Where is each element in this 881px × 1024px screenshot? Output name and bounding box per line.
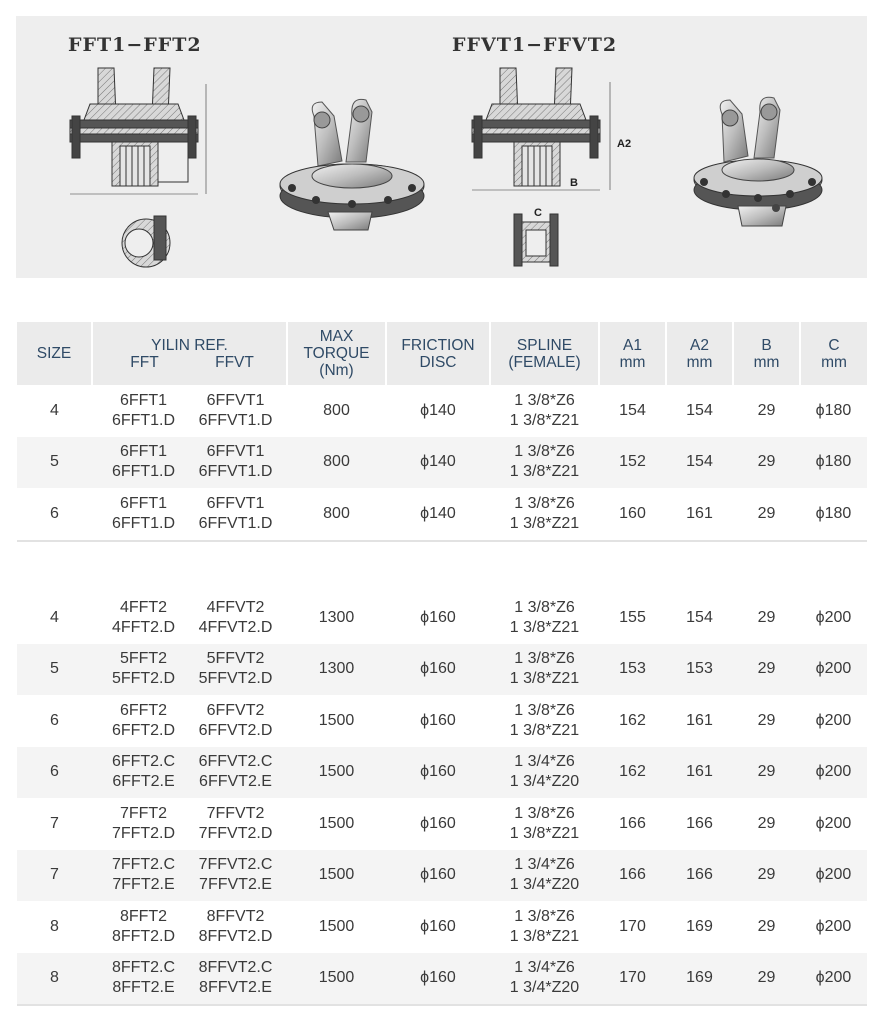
spec-table-group-2 bbox=[17, 592, 867, 1006]
cell-fft-ref: 8FFT2 8FFT2.D bbox=[111, 907, 176, 945]
dim-label-c: C bbox=[534, 207, 542, 219]
cell-size: 4 bbox=[17, 592, 92, 644]
cell-max-torque: 1500 bbox=[287, 850, 386, 902]
table-row bbox=[17, 385, 867, 437]
cell-a2: 166 bbox=[666, 850, 733, 902]
cell-size: 5 bbox=[17, 644, 92, 696]
cell-spline: 1 3/4*Z6 1 3/4*Z20 bbox=[490, 747, 599, 799]
cell-b: 29 bbox=[733, 747, 800, 799]
cell-b: 29 bbox=[733, 850, 800, 902]
ffvt-section-drawing bbox=[472, 68, 610, 266]
cell-yilin-ref bbox=[92, 592, 287, 644]
cell-yilin-ref bbox=[92, 488, 287, 541]
cell-max-torque: 800 bbox=[287, 385, 386, 437]
cell-friction-disc: ϕ160 bbox=[386, 592, 490, 644]
cell-a2: 154 bbox=[666, 592, 733, 644]
cell-b: 29 bbox=[733, 644, 800, 696]
header-a2: A2 mm bbox=[666, 322, 733, 385]
cell-a2: 169 bbox=[666, 953, 733, 1006]
table-row bbox=[17, 953, 867, 1006]
cell-yilin-ref bbox=[92, 953, 287, 1006]
cell-fft-ref: 7FFT2.C 7FFT2.E bbox=[111, 856, 176, 894]
table-body-group-1 bbox=[17, 385, 867, 541]
cell-ffvt-ref: 6FFVT2.C 6FFVT2.E bbox=[198, 753, 273, 791]
cell-max-torque: 1300 bbox=[287, 644, 386, 696]
cell-yilin-ref bbox=[92, 437, 287, 489]
cell-b: 29 bbox=[733, 488, 800, 541]
cell-spline: 1 3/8*Z6 1 3/8*Z21 bbox=[490, 385, 599, 437]
header-b: B mm bbox=[733, 322, 800, 385]
cell-fft-ref: 6FFT2 6FFT2.D bbox=[111, 701, 176, 739]
cell-b: 29 bbox=[733, 592, 800, 644]
product-figure-panel bbox=[16, 16, 867, 278]
cell-spline: 1 3/8*Z6 1 3/8*Z21 bbox=[490, 901, 599, 953]
cell-a1: 152 bbox=[599, 437, 666, 489]
cell-friction-disc: ϕ140 bbox=[386, 385, 490, 437]
cell-max-torque: 1300 bbox=[287, 592, 386, 644]
cell-a2: 161 bbox=[666, 488, 733, 541]
table-row bbox=[17, 488, 867, 541]
cell-a2: 161 bbox=[666, 695, 733, 747]
cell-size: 6 bbox=[17, 488, 92, 541]
cell-yilin-ref bbox=[92, 644, 287, 696]
table-row bbox=[17, 747, 867, 799]
table-row bbox=[17, 644, 867, 696]
cell-a1: 154 bbox=[599, 385, 666, 437]
cell-a1: 166 bbox=[599, 850, 666, 902]
technical-drawings bbox=[16, 16, 867, 278]
cell-friction-disc: ϕ160 bbox=[386, 953, 490, 1006]
cell-c: ϕ200 bbox=[800, 592, 867, 644]
header-yilin-ref: YILIN REF. FFT FFVT bbox=[92, 322, 287, 385]
cell-spline: 1 3/8*Z6 1 3/8*Z21 bbox=[490, 592, 599, 644]
cell-a2: 166 bbox=[666, 798, 733, 850]
table-row bbox=[17, 695, 867, 747]
cell-c: ϕ200 bbox=[800, 695, 867, 747]
dim-label-a2: A2 bbox=[617, 138, 632, 150]
cell-ffvt-ref: 4FFVT2 4FFVT2.D bbox=[198, 598, 273, 636]
cell-a1: 166 bbox=[599, 798, 666, 850]
cell-c: ϕ200 bbox=[800, 747, 867, 799]
cell-size: 4 bbox=[17, 385, 92, 437]
cell-b: 29 bbox=[733, 798, 800, 850]
header-a1: A1 mm bbox=[599, 322, 666, 385]
cell-fft-ref: 5FFT2 5FFT2.D bbox=[111, 650, 176, 688]
header-max-torque: MAX TORQUE (Nm) bbox=[287, 322, 386, 385]
cell-yilin-ref bbox=[92, 901, 287, 953]
cell-yilin-ref bbox=[92, 695, 287, 747]
cell-spline: 1 3/8*Z6 1 3/8*Z21 bbox=[490, 798, 599, 850]
cell-spline: 1 3/8*Z6 1 3/8*Z21 bbox=[490, 488, 599, 541]
cell-spline: 1 3/4*Z6 1 3/4*Z20 bbox=[490, 953, 599, 1006]
cell-a2: 154 bbox=[666, 437, 733, 489]
cell-ffvt-ref: 5FFVT2 5FFVT2.D bbox=[198, 650, 273, 688]
cell-max-torque: 1500 bbox=[287, 747, 386, 799]
header-c: C mm bbox=[800, 322, 867, 385]
ffvt-product-render bbox=[694, 97, 822, 226]
figure-title-ffvt: FFVT1−FFVT2 bbox=[452, 34, 618, 56]
cell-spline: 1 3/4*Z6 1 3/4*Z20 bbox=[490, 850, 599, 902]
cell-c: ϕ200 bbox=[800, 850, 867, 902]
table-row bbox=[17, 850, 867, 902]
header-friction-disc: FRICTION DISC bbox=[386, 322, 490, 385]
cell-fft-ref: 4FFT2 4FFT2.D bbox=[111, 598, 176, 636]
dim-label-b: B bbox=[570, 177, 578, 189]
cell-a1: 153 bbox=[599, 644, 666, 696]
cell-friction-disc: ϕ160 bbox=[386, 798, 490, 850]
cell-max-torque: 1500 bbox=[287, 953, 386, 1006]
cell-size: 8 bbox=[17, 901, 92, 953]
cell-b: 29 bbox=[733, 385, 800, 437]
cell-a1: 170 bbox=[599, 953, 666, 1006]
cell-ffvt-ref: 8FFVT2 8FFVT2.D bbox=[198, 907, 273, 945]
cell-b: 29 bbox=[733, 695, 800, 747]
cell-a1: 160 bbox=[599, 488, 666, 541]
table-row bbox=[17, 437, 867, 489]
cell-friction-disc: ϕ160 bbox=[386, 850, 490, 902]
cell-a2: 154 bbox=[666, 385, 733, 437]
cell-a1: 162 bbox=[599, 747, 666, 799]
fft-product-render bbox=[280, 99, 424, 230]
cell-yilin-ref bbox=[92, 850, 287, 902]
cell-ffvt-ref: 6FFVT2 6FFVT2.D bbox=[198, 701, 273, 739]
cell-max-torque: 1500 bbox=[287, 901, 386, 953]
cell-size: 7 bbox=[17, 798, 92, 850]
cell-max-torque: 1500 bbox=[287, 798, 386, 850]
cell-a1: 162 bbox=[599, 695, 666, 747]
cell-fft-ref: 6FFT2.C 6FFT2.E bbox=[111, 753, 176, 791]
cell-c: ϕ180 bbox=[800, 488, 867, 541]
spec-table-group-1 bbox=[17, 322, 867, 542]
cell-a1: 170 bbox=[599, 901, 666, 953]
cell-spline: 1 3/8*Z6 1 3/8*Z21 bbox=[490, 437, 599, 489]
cell-spline: 1 3/8*Z6 1 3/8*Z21 bbox=[490, 644, 599, 696]
table-body-group-2 bbox=[17, 592, 867, 1005]
cell-c: ϕ200 bbox=[800, 644, 867, 696]
cell-c: ϕ200 bbox=[800, 798, 867, 850]
header-fft: FFT bbox=[130, 353, 159, 371]
cell-size: 6 bbox=[17, 695, 92, 747]
cell-size: 5 bbox=[17, 437, 92, 489]
cell-max-torque: 800 bbox=[287, 437, 386, 489]
cell-fft-ref: 6FFT1 6FFT1.D bbox=[111, 391, 176, 429]
cell-fft-ref: 6FFT1 6FFT1.D bbox=[111, 494, 176, 532]
cell-b: 29 bbox=[733, 437, 800, 489]
cell-yilin-ref bbox=[92, 747, 287, 799]
cell-c: ϕ200 bbox=[800, 901, 867, 953]
cell-ffvt-ref: 6FFVT1 6FFVT1.D bbox=[198, 494, 273, 532]
cell-yilin-ref bbox=[92, 385, 287, 437]
cell-friction-disc: ϕ140 bbox=[386, 437, 490, 489]
cell-b: 29 bbox=[733, 901, 800, 953]
cell-ffvt-ref: 7FFVT2 7FFVT2.D bbox=[198, 804, 273, 842]
cell-friction-disc: ϕ160 bbox=[386, 644, 490, 696]
cell-b: 29 bbox=[733, 953, 800, 1006]
cell-c: ϕ180 bbox=[800, 385, 867, 437]
cell-a2: 169 bbox=[666, 901, 733, 953]
header-spline: SPLINE (FEMALE) bbox=[490, 322, 599, 385]
cell-fft-ref: 8FFT2.C 8FFT2.E bbox=[111, 959, 176, 997]
cell-ffvt-ref: 8FFVT2.C 8FFVT2.E bbox=[198, 959, 273, 997]
cell-c: ϕ180 bbox=[800, 437, 867, 489]
cell-max-torque: 800 bbox=[287, 488, 386, 541]
table-row bbox=[17, 798, 867, 850]
fft-section-drawing bbox=[70, 68, 206, 267]
cell-size: 8 bbox=[17, 953, 92, 1006]
cell-fft-ref: 6FFT1 6FFT1.D bbox=[111, 443, 176, 481]
cell-friction-disc: ϕ140 bbox=[386, 488, 490, 541]
cell-a1: 155 bbox=[599, 592, 666, 644]
table-row bbox=[17, 592, 867, 644]
cell-spline: 1 3/8*Z6 1 3/8*Z21 bbox=[490, 695, 599, 747]
cell-a2: 153 bbox=[666, 644, 733, 696]
cell-friction-disc: ϕ160 bbox=[386, 695, 490, 747]
figure-title-fft: FFT1−FFT2 bbox=[68, 34, 202, 56]
header-size: SIZE bbox=[17, 322, 92, 385]
cell-size: 6 bbox=[17, 747, 92, 799]
cell-yilin-ref bbox=[92, 798, 287, 850]
header-ffvt: FFVT bbox=[215, 353, 254, 371]
cell-friction-disc: ϕ160 bbox=[386, 747, 490, 799]
cell-size: 7 bbox=[17, 850, 92, 902]
cell-fft-ref: 7FFT2 7FFT2.D bbox=[111, 804, 176, 842]
cell-ffvt-ref: 7FFVT2.C 7FFVT2.E bbox=[198, 856, 273, 894]
cell-c: ϕ200 bbox=[800, 953, 867, 1006]
cell-friction-disc: ϕ160 bbox=[386, 901, 490, 953]
table-row bbox=[17, 901, 867, 953]
cell-ffvt-ref: 6FFVT1 6FFVT1.D bbox=[198, 443, 273, 481]
cell-ffvt-ref: 6FFVT1 6FFVT1.D bbox=[198, 391, 273, 429]
cell-a2: 161 bbox=[666, 747, 733, 799]
table-header-row bbox=[17, 322, 867, 385]
cell-max-torque: 1500 bbox=[287, 695, 386, 747]
